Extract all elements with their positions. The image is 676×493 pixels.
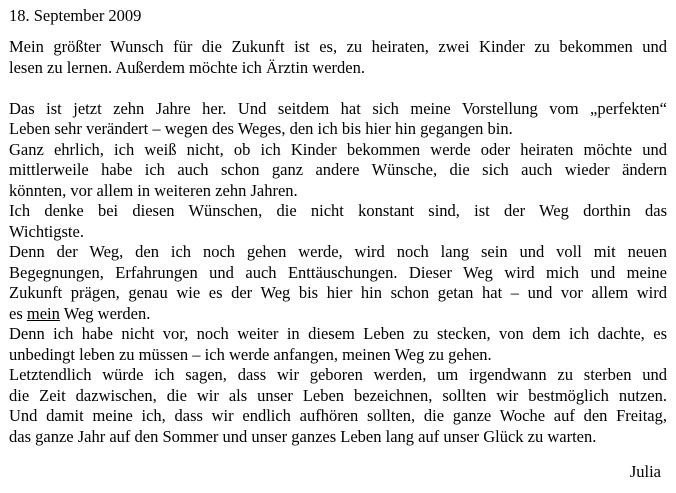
text-line: Ganz ehrlich, ich weiß nicht, ob ich Kinder bekommen werde oder heiraten möchte und	[9, 139, 667, 159]
text-line: Letztendlich würde ich sagen, dass wir geboren werden, um irgendwann zu sterben und	[9, 365, 667, 384]
text-line: Denn der Weg, den ich noch gehen werde, wird noch lang sein und voll mit neuen	[9, 242, 667, 261]
text-line: Und damit meine ich, dass wir endlich aufhören sollten, die ganze Woche auf den Freitag,	[9, 406, 667, 425]
text-line: Zukunft prägen, genau wie es der Weg bis hier hin schon getan hat – und vor allem wird	[9, 283, 667, 302]
underlined-word: mein	[26, 303, 60, 323]
text-line: lesen zu lernen. Außerdem möchte ich Ärztin werden.	[9, 57, 365, 77]
text-line: Denn ich habe nicht vor, noch weiter in diesem Leben zu stecken, von dem ich dachte, es	[9, 324, 667, 343]
text-line: das ganze Jahr auf den Sommer und unser ganzes Leben lang auf unser Glück zu warten.	[9, 426, 597, 446]
text-line: Begegnungen, Erfahrungen und auch Enttäuschungen. Dieser Weg wird mich und meine	[9, 262, 667, 282]
text-line: die Zeit dazwischen, die wir als unser Leben bezeichnen, sollten wir bestmöglich nutzen.	[9, 385, 667, 405]
text-segment: es	[9, 303, 27, 323]
text-line: Wichtigste.	[9, 221, 84, 241]
text-segment: Weg werden.	[59, 303, 151, 323]
paragraph-gap	[9, 78, 667, 99]
text-line: Leben sehr verändert – wegen des Weges, den ich bis hier hin gegangen bin.	[9, 119, 513, 138]
document-body	[9, 37, 667, 447]
text-line: unbedingt leben zu müssen – ich werde anfangen, meinen Weg zu gehen.	[9, 344, 492, 364]
text-line-with-emphasis	[9, 304, 667, 325]
text-line: Das ist jetzt zehn Jahre her. Und seitdem hat sich meine Vorstellung vom „perfekten“	[9, 98, 667, 118]
text-line: mittlerweile habe ich auch schon ganz andere Wünsche, die sich auch wieder ändern	[9, 160, 667, 179]
text-line: Ich denke bei diesen Wünschen, die nicht konstant sind, ist der Weg dorthin das	[9, 201, 667, 220]
text-line: könnten, vor allem in weiteren zehn Jahren.	[9, 180, 298, 200]
text-line: Mein größter Wunsch für die Zukunft ist es, zu heiraten, zwei Kinder zu bekommen und	[9, 37, 667, 56]
signature: Julia	[629, 462, 661, 481]
document-date: 18. September 2009	[9, 6, 142, 25]
